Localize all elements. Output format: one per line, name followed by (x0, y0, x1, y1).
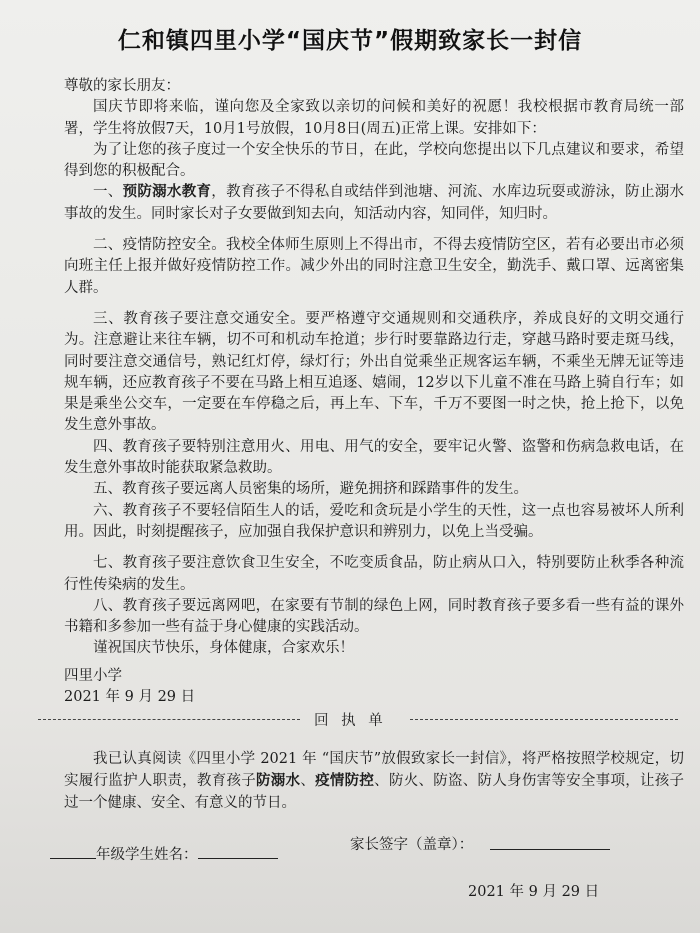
receipt-sep: 、 (300, 773, 316, 789)
item-1 (64, 182, 684, 225)
receipt-date: 2021 年 9 月 29 日 (468, 884, 600, 900)
item-8: 八、教育孩子要远离网吧，在家要有节制的绿色上网，同时教育孩子要多看一些有益的课外书籍和多参加一些有益于身心健康的实践活动。 (64, 597, 684, 636)
item-5: 五、教育孩子要远离人员密集的场所，避免拥挤和踩踏事件的发生。 (93, 481, 528, 498)
item-4: 四、教育孩子要特别注意用火、用电、用气的安全，要牢记火警、盗警和伤病急救电话，在发生意外事故时能获取紧急救助。 (64, 438, 684, 477)
student-name-label: 年级学生姓名： (96, 847, 198, 863)
item-1-bold: 预防溺水教育 (122, 184, 212, 201)
grade-blank[interactable] (50, 844, 96, 859)
receipt-part-2: 、防火、防盗、防人身伤害等安全事项，让孩子过一个健康、安全、有意义的节日。 (64, 773, 685, 811)
receipt-bold-1: 防溺水 (256, 773, 301, 789)
receipt-statement (64, 748, 684, 814)
student-name-blank[interactable] (198, 844, 278, 859)
letter-body (64, 76, 684, 708)
signature-fields (50, 837, 690, 869)
signature-date: 2021 年 9 月 29 日 (64, 689, 196, 706)
item-2: 二、疫情防控安全。我校全体师生原则上不得出市，不得去疫情防空区，若有必要出市必须向班主任上报并做好疫情防控工作。减少外出的同时注意卫生安全，勤洗手、戴口罩、远离密集人群。 (64, 237, 684, 296)
receipt-body (64, 748, 684, 814)
receipt-bold-2: 疫情防控 (315, 773, 375, 789)
receipt-divider (38, 709, 678, 729)
item-3: 三、教育孩子要注意交通安全。要严格遵守交通规则和交通秩序，养成良好的文明交通行为。注意避让来往车辆，切不可和机动车抢道；步行时要靠路边行走，穿越马路时要走斑马线，同时要注意交通信号，熟记红灯停，绿灯行；外出自觉乘坐正规客运车辆，不乘坐无牌无证等违规车辆，还应教育孩子不要在马路上相互追逐、嬉闹，12岁以下儿童不准在马路上骑自行车；如果是乘坐公交车，一定要在车停稳之后，再上车、下车，千万不要图一时之快，抢上抢下，以免发生意外事故。 (64, 310, 684, 434)
intro-paragraph-1: 国庆节即将来临，谨向您及全家致以亲切的问候和美好的祝愿！我校根据市教育局统一部署，学生将放假7天，10月1号放假，10月8日(周五)正常上课。安排如下： (64, 99, 684, 137)
receipt-part-1: 我已认真阅读《四里小学 2021 年 “国庆节”放假致家长一封信》，将严格按照学校规定，切实履行监护人职责，教育孩子 (64, 751, 684, 789)
intro-paragraph-2: 为了让您的孩子度过一个安全快乐的节日，在此，学校向您提出以下几点建议和要求，希望得到您的积极配合。 (64, 141, 684, 180)
parent-signature-label: 家长签字（盖章）： (350, 837, 474, 853)
closing-wish: 谨祝国庆节快乐，身体健康，合家欢乐！ (93, 640, 354, 657)
item-1-prefix: 一、 (93, 184, 123, 201)
item-7: 七、教育孩子要注意饮食卫生安全，不吃变质食品，防止病从口入，特别要防止秋季各种流行性传染病的发生。 (64, 555, 684, 593)
page-title: 仁和镇四里小学“国庆节”假期致家长一封信 (117, 28, 583, 54)
item-1-text: ，教育孩子不得私自或结伴到池塘、河流、水库边玩耍或游泳，防止溺水事故的发生。同时家长对子女要做到知去向，知活动内容，知同伴，知归时。 (64, 184, 685, 222)
salutation: 尊敬的家长朋友： (64, 78, 180, 94)
divider-right (410, 719, 678, 720)
receipt-heading: 回 执 单 (314, 713, 387, 729)
parent-signature-blank[interactable] (490, 835, 610, 850)
divider-left (38, 719, 300, 720)
signature-school: 四里小学 (64, 667, 122, 684)
item-6: 六、教育孩子不要轻信陌生人的话，爱吃和贪玩是小学生的天性，这一点也容易被坏人所利用。因此，时刻提醒孩子，应加强自我保护意识和辨别力，以免上当受骗。 (64, 502, 684, 540)
